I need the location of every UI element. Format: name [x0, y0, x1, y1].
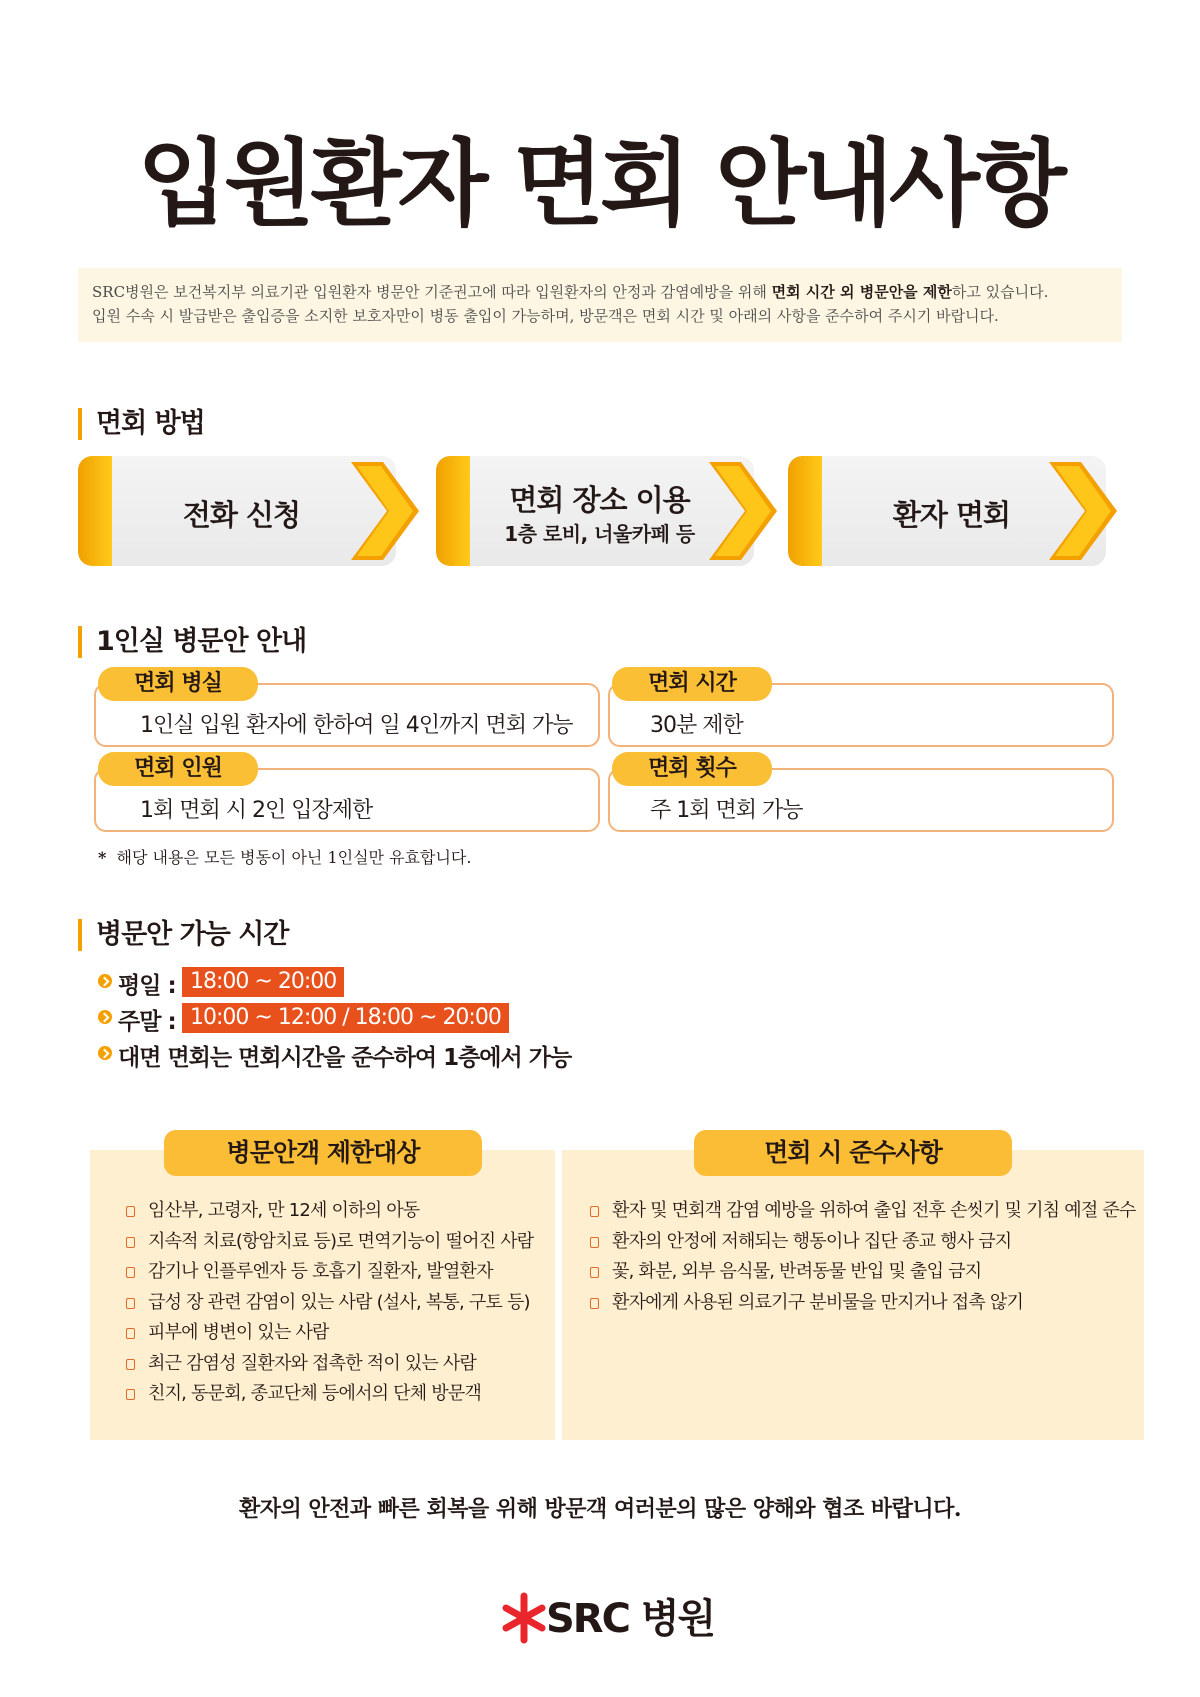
step-patient-visit [788, 456, 1121, 566]
note-icon [590, 1237, 599, 1248]
restricted-panel-title: 병문안객 제한대상 [164, 1130, 482, 1176]
note-icon [590, 1267, 599, 1278]
info-tag: 면회 횟수 [612, 752, 772, 786]
list-item: 환자에게 사용된 의료기구 분비물을 만지거나 접촉 않기 [586, 1288, 1136, 1319]
info-tag: 면회 병실 [98, 667, 258, 701]
info-value: 1회 면회 시 2인 입장제한 [140, 798, 373, 823]
intro-line-2: 입원 수속 시 발급받은 출입증을 소지한 보호자만이 병동 출입이 가능하며, 방문객은 면회 시간 및 아래의 사항을 준수하여 주시기 바랍니다. [92, 307, 999, 325]
bullet-arrow-icon [98, 1010, 112, 1024]
note-icon [126, 1389, 135, 1400]
list-item: 지속적 치료(항암치료 등)로 면역기능이 떨어진 사람 [122, 1227, 533, 1258]
note-icon [590, 1298, 599, 1309]
info-tag: 면회 인원 [98, 752, 258, 786]
weekend-hours: 10:00 ~ 12:00 / 18:00 ~ 20:00 [182, 1003, 509, 1033]
page-title: 입원환자 면회 안내사항 [137, 130, 1063, 239]
info-value: 30분 제한 [650, 713, 743, 738]
note-icon [126, 1267, 135, 1278]
list-item: 환자의 안정에 저해되는 행동이나 집단 종교 행사 금지 [586, 1227, 1136, 1258]
section-heading-visit-method: 면회 방법 [78, 408, 205, 440]
intro-text: SRC병원은 보건복지부 의료기관 입원환자 병문안 기준권고에 따라 입원환자의 안정과 감염예방을 위해 [92, 283, 772, 301]
logo-mark-icon [500, 1590, 548, 1646]
list-item: 환자 및 면회객 감염 예방을 위하여 출입 전후 손씻기 및 기침 예절 준수 [586, 1196, 1136, 1227]
chevron-right-icon [343, 456, 423, 566]
weekend-label: 주말 : [118, 1009, 176, 1035]
step-sublabel: 1층 로비, 너울카페 등 [504, 522, 695, 546]
note-icon [126, 1359, 135, 1370]
intro-emphasis: 면회 시간 외 병문안을 제한 [771, 283, 952, 301]
list-item: 최근 감염성 질환자와 접촉한 적이 있는 사람 [122, 1349, 533, 1380]
closing-message: 환자의 안전과 빠른 회복을 위해 방문객 여러분의 많은 양해와 협조 바랍니다. [238, 1496, 962, 1522]
intro-line-1 [92, 280, 1108, 304]
step-visit-place [436, 456, 769, 566]
list-item: 급성 장 관련 감염이 있는 사람 (설사, 복통, 구토 등) [122, 1288, 533, 1319]
step-label: 환자 면회 [892, 498, 1011, 532]
intro-text: 하고 있습니다. [951, 283, 1049, 301]
rules-list [586, 1196, 1136, 1318]
note-icon [126, 1328, 135, 1339]
note-icon [590, 1206, 599, 1217]
footnote [98, 845, 471, 868]
chevron-right-icon [701, 456, 781, 566]
footnote-mark: * [98, 848, 107, 867]
step-label: 면회 장소 이용 [509, 483, 690, 517]
list-item: 친지, 동문회, 종교단체 등에서의 단체 방문객 [122, 1379, 533, 1410]
list-item: 감기나 인플루엔자 등 호흡기 질환자, 발열환자 [122, 1257, 533, 1288]
step-label: 전화 신청 [182, 498, 301, 532]
bullet-arrow-icon [98, 1046, 112, 1060]
list-item: 꽃, 화분, 외부 음식물, 반려동물 반입 및 출입 금지 [586, 1257, 1136, 1288]
section-heading-hours: 병문안 가능 시간 [78, 919, 288, 951]
note-icon [126, 1206, 135, 1217]
restricted-list [122, 1196, 533, 1410]
rules-panel-title: 면회 시 준수사항 [694, 1130, 1012, 1176]
info-value: 주 1회 면회 가능 [650, 798, 803, 823]
list-item: 피부에 병변이 있는 사람 [122, 1318, 533, 1349]
info-tag: 면회 시간 [612, 667, 772, 701]
step-phone-request [78, 456, 411, 566]
chevron-right-icon [1041, 456, 1121, 566]
note-icon [126, 1298, 135, 1309]
bullet-arrow-icon [98, 974, 112, 988]
info-value: 1인실 입원 환자에 한하여 일 4인까지 면회 가능 [140, 713, 573, 738]
weekday-hours: 18:00 ~ 20:00 [182, 967, 344, 997]
logo-text: SRC 병원 [546, 1596, 715, 1642]
intro-box [78, 268, 1122, 342]
face-to-face-notice: 대면 면회는 면회시간을 준수하여 1층에서 가능 [118, 1045, 572, 1071]
weekday-label: 평일 : [118, 973, 176, 999]
note-icon [126, 1237, 135, 1248]
list-item: 임산부, 고령자, 만 12세 이하의 아동 [122, 1196, 533, 1227]
section-heading-single-room: 1인실 병문안 안내 [78, 626, 306, 658]
footnote-text: 해당 내용은 모든 병동이 아닌 1인실만 유효합니다. [116, 848, 472, 867]
